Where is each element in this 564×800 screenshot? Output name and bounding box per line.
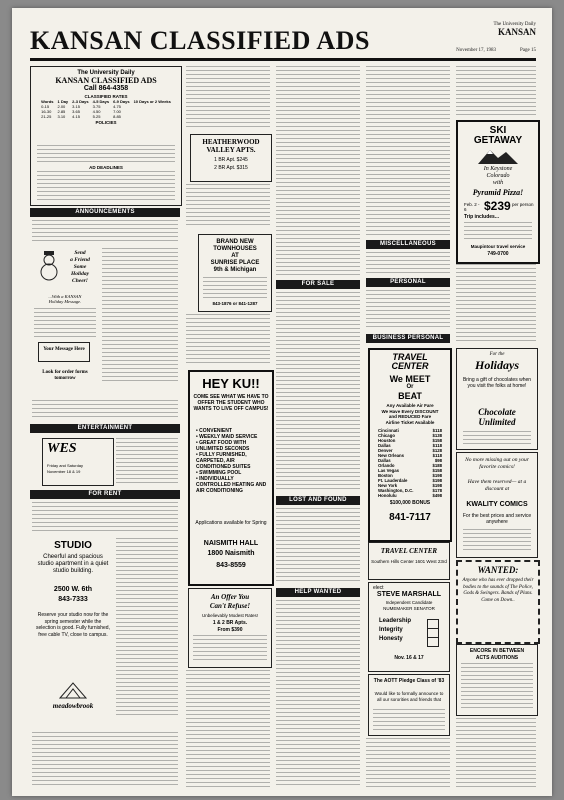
townhouse-body: [203, 277, 267, 299]
holiday-l6: ...With a KANSAN: [48, 294, 82, 299]
snowman-icon: [34, 250, 64, 282]
holiday-look-for: Look for order forms tomorrow: [42, 370, 88, 381]
fare-price: $118: [432, 443, 442, 448]
rates-header-cell: 6-9 Days: [113, 99, 130, 104]
studio-ad: [34, 538, 112, 728]
heyku-feature-item: • FULLY FURNISHED, CARPETED, AIR CONDITIONED SUITES: [196, 452, 251, 470]
offer-l2: Can't Refuse!: [209, 602, 251, 610]
rates-cell: 4.75: [113, 104, 121, 109]
rates-cell: 0-15: [41, 104, 50, 109]
masthead-title: KANSAN CLASSIFIED ADS: [30, 26, 370, 55]
aotty-ad: [368, 674, 450, 736]
travel-meet: We MEET: [389, 374, 431, 384]
wes-night: November 18 & 19: [47, 469, 81, 474]
fare-price: $498: [432, 493, 442, 498]
for-rent-col2-text-c: [186, 314, 270, 366]
fare-city: Las Vegas: [378, 468, 400, 473]
kwality-addr: [463, 529, 531, 553]
travel-or: Or: [406, 384, 414, 390]
section-help-wanted: HELP WANTED: [276, 588, 360, 597]
kwality-l3: For the best prices and service anywhere: [462, 513, 532, 525]
ski-phone: 749-0700: [487, 251, 509, 257]
travel-footer-logo: TRAVEL CENTER: [380, 547, 438, 555]
fare-city: Houston: [378, 438, 396, 443]
kwality-comics-ad: [456, 452, 538, 558]
offer-l4: 1 & 2 BR Apts.: [212, 620, 248, 626]
rates-title: CLASSIFIED RATES: [84, 94, 128, 99]
for-rent-col2-text-b: [186, 184, 270, 228]
udk-phone: Call 864-4358: [83, 85, 129, 92]
fare-city: Orlando: [378, 463, 395, 468]
travel-fare-list: [378, 428, 442, 498]
heyku-feature-item: • GREAT FOOD WITH UNLIMITED SECONDS: [196, 440, 250, 452]
meadowbrook-logo: meadowbrook: [52, 702, 94, 710]
section-miscellaneous: MISCELLANEOUS: [366, 240, 450, 249]
section-entertainment: ENTERTAINMENT: [30, 424, 180, 433]
studio-address: 2500 W. 6th: [53, 586, 93, 593]
ski-price: $239: [484, 199, 511, 213]
for-rent-col3-text: [276, 66, 360, 276]
holiday-message-ad: [32, 246, 98, 396]
ski-price-pre: Feb. 2 - 6: [464, 202, 480, 212]
fare-price: $198: [432, 478, 442, 483]
deadlines-title: AD DEADLINES: [89, 165, 123, 170]
offer-l5: From $390: [217, 627, 243, 633]
fare-city: Ft. Lauderdale: [378, 478, 408, 483]
heyku-feature-item: • WEEKLY MAID SERVICE: [196, 434, 258, 440]
masthead-logo: [494, 22, 537, 37]
wes-ad: [42, 438, 114, 486]
rates-cell: 3.65: [72, 109, 80, 114]
deadlines-text: [37, 171, 175, 201]
travel-l9: Airline Ticket Available: [385, 419, 435, 425]
townhouse-l3: AT: [231, 253, 239, 259]
wanted-head: WANTED:: [477, 565, 519, 575]
ski-include-list: [464, 222, 532, 242]
offer-ad: [188, 588, 272, 668]
rates-table: [39, 99, 173, 119]
rates-header-cell: Words: [41, 99, 54, 104]
holiday-l7: Holiday Message.: [48, 299, 82, 304]
fare-price: $198: [432, 473, 442, 478]
offer-body: [193, 635, 267, 663]
rates-row: [39, 114, 173, 119]
personal-col5-text: [456, 264, 536, 344]
fare-row: [378, 493, 442, 498]
townhouse-l1: BRAND NEW: [216, 239, 254, 245]
fare-price: $98: [434, 458, 442, 463]
personal-col5-bottom: [456, 718, 536, 788]
help-wanted-text: [276, 600, 360, 788]
travel-l2: CENTER: [391, 361, 429, 371]
fare-city: Denver: [378, 448, 393, 453]
travel-logo: [370, 353, 450, 371]
rates-cell: 8.85: [113, 114, 121, 119]
masthead-page: Page 15: [520, 48, 536, 53]
heyku-ad: [188, 370, 274, 586]
holiday-l3: Some: [73, 264, 87, 270]
holiday-message-box: Your Message Here: [38, 342, 90, 362]
heatherwood-line2: 2 BR Apt. $315: [214, 165, 248, 171]
travel-center-footer-ad: [368, 542, 450, 580]
ski-price-post: per person: [512, 202, 534, 207]
travel-l8: and REDUCED Fare: [388, 414, 432, 419]
fare-city: Cincinnati: [378, 428, 399, 433]
marshall-sub: Independent Candidate: [385, 600, 433, 605]
marshall-date: Nov. 16 & 17: [394, 655, 424, 661]
marshall-l1: Leadership: [379, 618, 412, 624]
for-sale-text: [276, 292, 360, 492]
townhouse-l2: TOWNHOUSES: [213, 246, 257, 252]
announcements-more: [32, 400, 178, 420]
heatherwood-line1: 1 BR Apt. $245: [214, 157, 248, 163]
ski-l1: SKI: [489, 125, 507, 136]
heyku-feature-list: [196, 428, 268, 494]
fare-price: $128: [432, 448, 442, 453]
ski-agency: Maupintour travel service: [470, 244, 526, 249]
heyku-sub: COME SEE WHAT WE HAVE TO OFFER THE STUDENT WHO WANTS TO LIVE OFF CAMPUS!: [193, 394, 269, 412]
section-for-rent: FOR RENT: [30, 490, 180, 499]
travel-footer-addr: Southern Hills Center 1601 West 23rd: [371, 559, 447, 564]
rates-cell: 3.15: [72, 104, 80, 109]
masthead-logo-big: KANSAN: [497, 27, 536, 37]
business-personal-bottom: [366, 738, 450, 788]
fare-price: $118: [432, 453, 442, 458]
holidays-chocolate-ad: [456, 348, 538, 450]
townhouse-l5: 9th & Michigan: [213, 267, 257, 273]
fare-price: $198: [432, 483, 442, 488]
encore-sub: ACTS AUDITIONS: [475, 655, 519, 661]
help-wanted-col4-text: [366, 66, 450, 236]
rates-header-cell: 4-5 Days: [92, 99, 110, 104]
marshall-elect: elect: [373, 585, 384, 591]
rates-cell: 4.50: [92, 109, 101, 114]
fare-city: Boston: [378, 473, 393, 478]
ski-l4: Colorado: [486, 173, 510, 179]
fare-city: Chicago: [378, 433, 395, 438]
announcements-classifieds: [102, 248, 178, 384]
studio-reserve: Reserve your studio now for the spring semester while the selection is good. Fully furnished, free cable TV, close to campus.: [36, 612, 110, 638]
holidays-l1: For the: [489, 352, 505, 357]
studio-phone: 843-7333: [58, 596, 88, 603]
marshall-office: NUMEMAKER SENATOR: [383, 606, 435, 611]
ski-l6: Pyramid Pizza!: [472, 188, 524, 197]
heyku-feature-item: • INDIVIDUALLY CONTROLLED HEATING AND AIR CONDITIONING: [196, 476, 267, 494]
aotty-head: The AOTT Pledge Class of '83: [373, 678, 445, 684]
for-rent-column-text: [116, 538, 178, 718]
travel-bonus: $100,000 BONUS: [389, 500, 431, 506]
udk-line1: The University Daily: [77, 70, 135, 76]
fare-city: Honolulu: [378, 493, 397, 498]
heyku-phone: 843-8559: [216, 562, 246, 569]
personal-text: [366, 290, 450, 330]
heatherwood-ad: [190, 134, 272, 182]
travel-beat: BEAT: [398, 391, 422, 401]
holidays-l3: Bring a gift of chocolates when you visit the folks at home!: [462, 377, 532, 389]
fare-price: $178: [432, 488, 442, 493]
section-business-personal: BUSINESS PERSONAL: [366, 334, 450, 343]
studio-desc: Cheerful and spacious studio apartment in a quiet studio building.: [37, 554, 109, 574]
checkbox-icon: [427, 637, 439, 647]
heyku-apps: Applications available for Spring: [195, 520, 267, 526]
rates-cell: 2.85: [57, 109, 66, 114]
fare-price: $138: [432, 433, 442, 438]
aotty-names: [373, 709, 445, 731]
holidays-l2: Holidays: [475, 358, 519, 372]
encore-ad: [456, 644, 538, 716]
section-lost-found: LOST AND FOUND: [276, 496, 360, 505]
misc-text: [366, 252, 450, 274]
encore-body: [461, 663, 533, 711]
marshall-l2: Integrity: [379, 627, 403, 633]
holiday-tagline: [32, 294, 98, 304]
townhouse-phone: 843-1876 or 841-1287: [212, 301, 258, 306]
holiday-l5: Cheer!: [72, 278, 88, 284]
newspaper-page: [12, 8, 552, 796]
section-for-sale: FOR SALE: [276, 280, 360, 289]
townhouse-l4: SUNRISE PLACE: [210, 260, 260, 266]
for-rent-text: [32, 502, 178, 534]
masthead: [30, 18, 536, 61]
rates-cell: 4.15: [72, 114, 80, 119]
rates-cell: 2.00: [57, 104, 66, 109]
travel-lines: [370, 403, 450, 425]
rates-cell: 21-25: [41, 114, 52, 119]
studio-title: STUDIO: [54, 540, 92, 551]
lost-found-text: [276, 508, 360, 584]
aotty-body: Would like to formally announce to all our sororities and friends that: [374, 691, 444, 702]
entertainment-text: [116, 438, 178, 484]
holiday-l1: Send: [74, 250, 86, 256]
fare-city: Dallas: [378, 443, 391, 448]
marshall-ad: [368, 582, 450, 672]
travel-l1: TRAVEL: [392, 352, 428, 362]
for-rent-bottom-text: [32, 732, 178, 788]
mountain-icon: [478, 148, 518, 164]
ski-l2: GETAWAY: [473, 135, 523, 146]
heyku-addr: 1800 Naismith: [207, 550, 255, 557]
holiday-headline: [62, 250, 98, 285]
heyku-feature-item: • SWIMMING POOL: [196, 470, 242, 476]
travel-phone: 841-7117: [389, 512, 431, 523]
ski-getaway-ad: [456, 120, 540, 264]
kwality-l1: No more missing out on your favorite comics!: [465, 457, 529, 470]
holiday-l2: a Friend: [70, 257, 90, 263]
fare-price: $118: [432, 428, 442, 433]
rates-header-cell: 1 Day: [57, 99, 69, 104]
brand-new-townhouses-ad: [198, 234, 272, 312]
rates-cell: 5.25: [92, 114, 101, 119]
ski-lines: [458, 166, 538, 187]
travel-center-ad: [368, 348, 452, 542]
fare-city: Dallas: [378, 458, 391, 463]
for-rent-col2-text: [186, 66, 270, 130]
rates-header-cell: 2-3 Days: [72, 99, 89, 104]
kwality-l2: Have them reserved— at a discount at: [467, 479, 527, 492]
ski-l3: In Keystone: [483, 166, 513, 172]
holiday-body-text: [34, 308, 96, 338]
section-announcements: ANNOUNCEMENTS: [30, 208, 180, 217]
encore-head: ENCORE IN BETWEEN: [469, 648, 525, 654]
marshall-l3: Honesty: [379, 636, 403, 642]
wes-sub: Friday and Saturday: [47, 463, 84, 468]
travel-l7: We Have Every DISCOUNT: [381, 408, 439, 414]
fare-price: $158: [432, 468, 442, 473]
kwality-name: KWALITY COMICS: [466, 501, 528, 508]
udk-rates-box: [30, 66, 182, 206]
announcements-text: [32, 220, 178, 242]
ski-head: [458, 126, 538, 146]
townhouse-headline: [199, 239, 271, 274]
heatherwood-name: HEATHERWOOD VALLEY APTS.: [202, 138, 260, 154]
meadowbrook-logo-icon: [58, 680, 88, 700]
fare-city: Washington, D.C.: [378, 488, 414, 493]
offer-l3: Unbelievably Modest Rates!: [201, 613, 259, 618]
section-personal: PERSONAL: [366, 278, 450, 287]
fare-city: New Orleans: [378, 453, 405, 458]
ski-includes: Trip includes...: [464, 214, 500, 220]
personal-col5-top: [456, 66, 536, 116]
marshall-name: STEVE MARSHALL: [376, 591, 442, 598]
for-rent-col2-bottom: [186, 670, 270, 788]
rates-cell: 3.75: [92, 104, 101, 109]
masthead-date: November 17, 1983: [456, 48, 496, 53]
rates-cell: 7.00: [113, 109, 121, 114]
wes-logo: WES: [47, 441, 77, 456]
masthead-logo-small: The University Daily: [493, 22, 536, 27]
fare-price: $188: [432, 463, 442, 468]
wanted-dancers-ad: [456, 560, 540, 644]
policies-text: [37, 145, 175, 163]
heyku-head: HEY KU!!: [202, 376, 260, 391]
heyku-feature-item: • CONVENIENT: [196, 428, 232, 434]
rates-cell: 3.10: [57, 114, 66, 119]
udk-line2: KANSAN CLASSIFIED ADS: [55, 76, 157, 85]
wanted-body: Anyone who has ever dropped their bodies to the sounds of The Police, Gods & Swingers. Bands of Plans. Come on Down..: [462, 578, 534, 603]
travel-l6: Any Available Air Fare: [386, 403, 434, 408]
holidays-l4: Chocolate: [478, 407, 516, 417]
policies-title: POLICIES: [95, 120, 117, 125]
marshall-qualities: [379, 617, 411, 644]
ski-l5: with: [492, 180, 504, 186]
fare-city: New York: [378, 483, 398, 488]
holiday-l4: Holiday: [70, 271, 90, 277]
heyku-name: NAISMITH HALL: [203, 540, 259, 547]
offer-l1: An Offer You: [210, 593, 250, 601]
holidays-addr: [463, 431, 531, 445]
fare-price: $158: [432, 438, 442, 443]
rates-header-cell: 10 Days or 2 Weeks: [133, 99, 171, 104]
holidays-l5: Unlimited: [478, 417, 516, 427]
rates-cell: 16-30: [41, 109, 52, 114]
